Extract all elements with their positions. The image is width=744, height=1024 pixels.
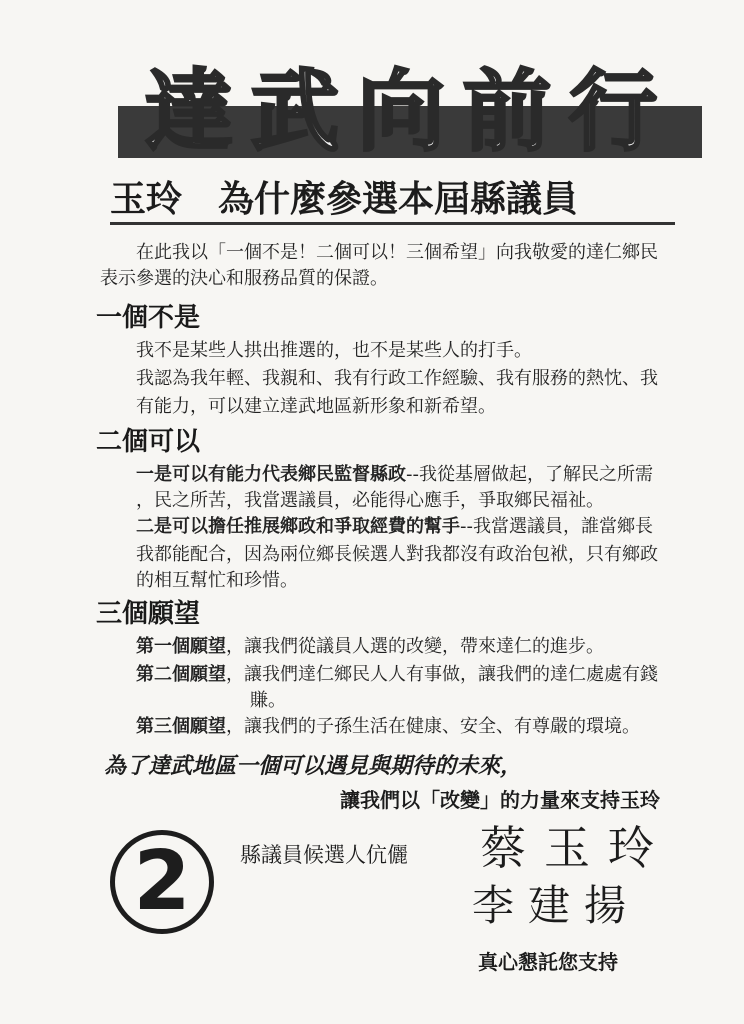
intro-line-2: 表示參選的決心和服務品質的保證。 [100,268,388,289]
section2-item-2-bold: 二是可以擔任推展鄉政和爭取經費的幫手 [136,516,460,537]
section2-heading: 二個可以 [96,427,201,457]
section3-wish-2-line-2: 賺。 [250,690,286,711]
banner-title: 達武向前行 [144,60,675,163]
section2-item-2-line-2: 我都能配合，因為兩位鄉長候選人對我都沒有政治包袱，只有鄉政 [136,544,658,565]
banner [118,62,702,162]
section2-item-1 [136,462,653,488]
subtitle-text: 為什麼參選本屆縣議員 [218,178,579,220]
subtitle-name: 玉玲 [110,178,183,220]
section1-line-3: 有能力，可以建立達武地區新形象和新希望。 [136,396,496,417]
section3-wish-1 [136,634,604,660]
subtitle-underline [110,222,675,225]
candidate-name-2: 李建揚 [472,881,641,930]
section2-item-2-rest: --我當選議員，誰當鄉長 [460,516,653,537]
section3-wish-1-bold: 第一個願望 [136,636,226,657]
section3-wish-2 [136,662,658,688]
section1-heading: 一個不是 [96,303,201,333]
section2-item-1-rest: --我從基層做起，了解民之所需 [406,464,653,485]
section3-heading: 三個願望 [96,599,201,629]
section1-line-1: 我不是某些人拱出推選的，也不是某些人的打手。 [136,340,532,361]
section2-item-2 [136,514,653,540]
intro-line-1: 在此我以「一個不是！二個可以！三個希望」向我敬愛的達仁鄉民 [136,242,658,263]
section3-wish-2-bold: 第二個願望 [136,664,226,685]
section2-item-2-line-3: 的相互幫忙和珍惜。 [136,570,298,591]
section3-wish-3-bold: 第三個願望 [136,716,226,737]
closing-line: 真心懇託您支持 [478,950,618,974]
candidate-label: 縣議員候選人伉儷 [240,843,408,867]
subtitle [110,176,690,228]
slogan-line-1: 為了達武地區一個可以遇見與期待的未來， [104,754,523,779]
section2-item-1-bold: 一是可以有能力代表鄉民監督縣政 [136,464,406,485]
candidate-number-badge [110,830,214,934]
section3-wish-3-rest: ，讓我們的子孫生活在健康、安全、有尊嚴的環境。 [226,716,640,737]
section1-line-2: 我認為我年輕、我親和、我有行政工作經驗、我有服務的熱忱、我 [136,368,658,389]
section3-wish-3 [136,714,640,740]
section3-wish-2-rest: ，讓我們達仁鄉民人人有事做，讓我們的達仁處處有錢 [226,664,658,685]
slogan-line-2: 讓我們以「改變」的力量來支持玉玲 [340,788,660,812]
candidate-name-1: 蔡玉玲 [480,821,672,875]
section2-item-1-line-2: ，民之所苦，我當選議員，必能得心應手，爭取鄉民福祉。 [136,490,604,511]
section3-wish-1-rest: ，讓我們從議員人選的改變，帶來達仁的進步。 [226,636,604,657]
candidate-number: 2 [133,834,191,929]
